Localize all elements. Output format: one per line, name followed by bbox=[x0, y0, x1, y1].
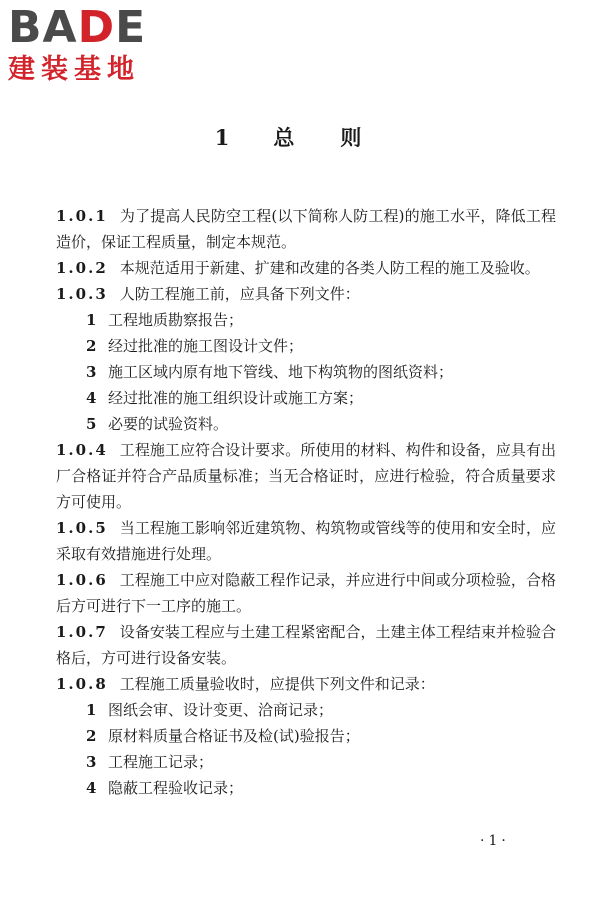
clause-text: 本规范适用于新建、扩建和改建的各类人防工程的施工及验收。 bbox=[119, 259, 540, 277]
clause-number: 1.0.6 bbox=[56, 571, 108, 589]
clause-text: 为了提高人民防空工程(以下简称人防工程)的施工水平，降低工程造价，保证工程质量，制定本规范。 bbox=[56, 207, 556, 251]
clause-paragraph bbox=[56, 567, 556, 619]
list-item-text: 必要的试验资料。 bbox=[108, 415, 229, 433]
clause-text: 工程施工中应对隐蔽工程作记录，并应进行中间或分项检验，合格后方可进行下一工序的施工。 bbox=[56, 571, 556, 615]
chapter-number: 1 bbox=[214, 125, 232, 150]
clause-paragraph bbox=[56, 671, 556, 697]
list-item-number: 2 bbox=[86, 727, 97, 745]
list-item bbox=[56, 723, 556, 749]
list-item bbox=[56, 307, 556, 333]
clause-text: 工程施工应符合设计要求。所使用的材料、构件和设备，应具有出厂合格证并符合产品质量标准；当无合格证时，应进行检验，符合质量要求方可使用。 bbox=[56, 441, 556, 511]
list-item bbox=[56, 749, 556, 775]
list-item-text: 施工区域内原有地下管线、地下构筑物的图纸资料； bbox=[108, 363, 454, 381]
list-item-text: 工程施工记录； bbox=[108, 753, 214, 771]
clause-text: 设备安装工程应与土建工程紧密配合，土建主体工程结束并检验合格后，方可进行设备安装。 bbox=[56, 623, 556, 667]
list-item-number: 1 bbox=[86, 701, 97, 719]
clause-text: 人防工程施工前，应具备下列文件： bbox=[119, 285, 360, 303]
page-number: ·1· bbox=[480, 833, 510, 849]
logo-wordmark: BADE bbox=[8, 2, 147, 53]
clause-number: 1.0.4 bbox=[56, 441, 108, 459]
logo-subtitle: 建装基地 bbox=[8, 54, 140, 85]
list-item bbox=[56, 333, 556, 359]
clause-number: 1.0.2 bbox=[56, 259, 108, 277]
list-item-text: 工程地质勘察报告； bbox=[108, 311, 244, 329]
list-item-number: 3 bbox=[86, 363, 97, 381]
clause-number: 1.0.7 bbox=[56, 623, 108, 641]
clause-number: 1.0.8 bbox=[56, 675, 108, 693]
clause-paragraph bbox=[56, 281, 556, 307]
clause-number: 1.0.3 bbox=[56, 285, 108, 303]
list-item bbox=[56, 359, 556, 385]
clause-paragraph bbox=[56, 255, 556, 281]
clause-text: 当工程施工影响邻近建筑物、构筑物或管线等的使用和安全时，应采取有效措施进行处理。 bbox=[56, 519, 556, 563]
list-item-text: 图纸会审、设计变更、洽商记录； bbox=[108, 701, 334, 719]
list-item bbox=[56, 411, 556, 437]
list-item bbox=[56, 385, 556, 411]
list-item-text: 隐蔽工程验收记录； bbox=[108, 779, 244, 797]
clause-number: 1.0.5 bbox=[56, 519, 108, 537]
document-body bbox=[56, 203, 556, 801]
chapter-title bbox=[0, 122, 600, 152]
list-item-number: 5 bbox=[86, 415, 97, 433]
clause-paragraph bbox=[56, 437, 556, 515]
list-item-text: 原材料质量合格证书及检(试)验报告； bbox=[108, 727, 360, 745]
list-item-number: 1 bbox=[86, 311, 97, 329]
clause-paragraph bbox=[56, 203, 556, 255]
chapter-title-char-2: 则 bbox=[340, 125, 364, 150]
clause-number: 1.0.1 bbox=[56, 207, 108, 225]
list-item bbox=[56, 697, 556, 723]
logo bbox=[8, 4, 188, 88]
list-item-number: 2 bbox=[86, 337, 97, 355]
clause-paragraph bbox=[56, 515, 556, 567]
list-item-text: 经过批准的施工图设计文件； bbox=[108, 337, 304, 355]
list-item-number: 4 bbox=[86, 389, 97, 407]
list-item-number: 3 bbox=[86, 753, 97, 771]
clause-text: 工程施工质量验收时，应提供下列文件和记录： bbox=[119, 675, 435, 693]
chapter-title-char-1: 总 bbox=[273, 125, 297, 150]
list-item-text: 经过批准的施工组织设计或施工方案； bbox=[108, 389, 364, 407]
clause-paragraph bbox=[56, 619, 556, 671]
list-item-number: 4 bbox=[86, 779, 97, 797]
list-item bbox=[56, 775, 556, 801]
